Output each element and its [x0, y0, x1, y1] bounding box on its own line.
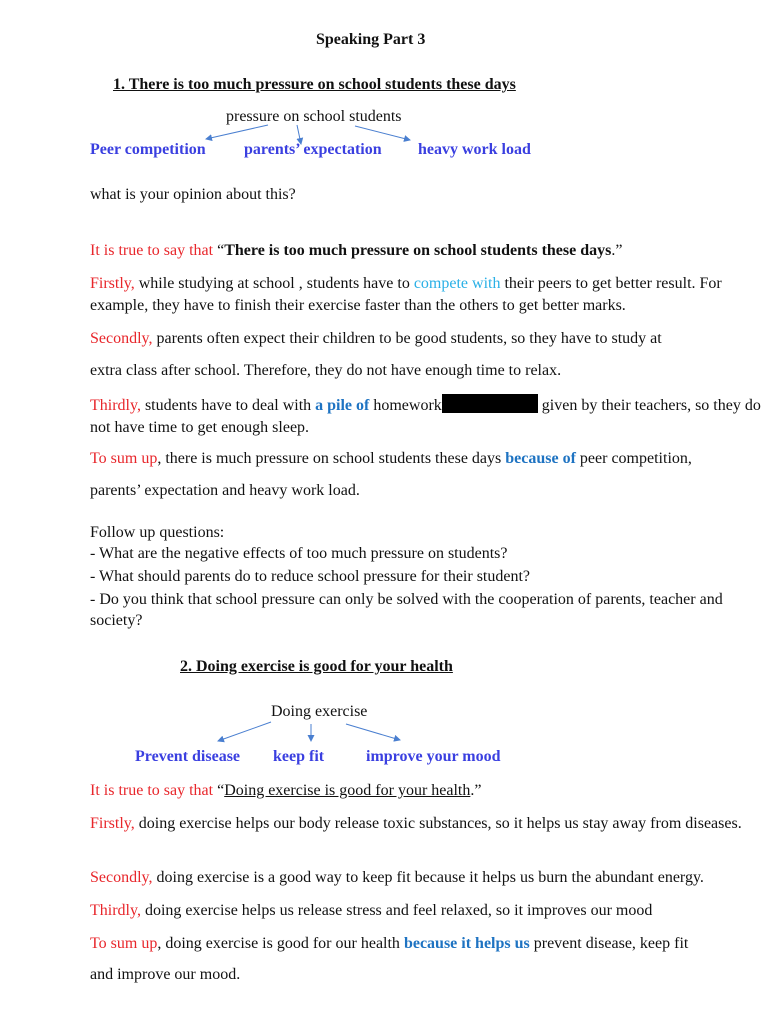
branch-improve-your-mood: improve your mood — [366, 748, 501, 765]
topic-1-center-node: pressure on school students — [226, 108, 402, 125]
highlight-compete-with: compete with — [413, 275, 501, 292]
topic-2-summary-line-1: To sum up, doing exercise is good for our health because it helps us prevent disease, keep fit — [90, 935, 689, 952]
branch-heavy-work-load: heavy work load — [418, 141, 531, 158]
topic-2-heading: 2. Doing exercise is good for your health — [180, 658, 453, 675]
topic-1-secondly-line-1: Secondly, parents often expect their children to be good students, so they have to study at — [90, 330, 662, 347]
page-title: Speaking Part 3 — [316, 31, 426, 48]
intro-quote: Doing exercise is good for your health — [224, 782, 471, 799]
topic-1-secondly-line-2: extra class after school. Therefore, they do not have enough time to relax. — [90, 362, 562, 379]
branch-prevent-disease: Prevent disease — [135, 748, 241, 765]
arrow-to-improve-your-mood — [346, 724, 400, 740]
follow-up-question: - What are the negative effects of too much pressure on students? — [90, 545, 508, 562]
topic-1-summary-line-1: To sum up, there is much pressure on school students these days because of peer competition, — [90, 450, 692, 467]
topic-2-center-node: Doing exercise — [271, 703, 368, 720]
topic-2-thirdly-paragraph: Thirdly, doing exercise helps us release stress and feel relaxed, so it improves our mood — [90, 902, 653, 919]
follow-up-question: - Do you think that school pressure can only be solved with the cooperation of parents, teacher and society? — [90, 591, 723, 629]
topic-1-heading: 1. There is too much pressure on school students these days — [113, 76, 516, 93]
opinion-prompt: what is your opinion about this? — [90, 186, 296, 203]
follow-up-title: Follow up questions: — [90, 524, 225, 541]
highlight-because-it-helps-us: because it helps us — [403, 935, 530, 952]
topic-2-firstly-paragraph: Firstly, doing exercise helps our body release toxic substances, so it helps us stay away from diseases. — [90, 815, 742, 832]
branch-parents-expectation: parents’ expectation — [244, 141, 382, 158]
intro-quote: There is too much pressure on school students these days — [224, 242, 612, 259]
intro-lead: It is true to say that — [90, 242, 214, 259]
highlight-a-pile-of: a pile of — [315, 397, 370, 414]
follow-up-question: - What should parents do to reduce school pressure for their student? — [90, 568, 531, 585]
topic-2-summary-line-2: and improve our mood. — [90, 966, 241, 983]
topic-2-secondly-paragraph: Secondly, doing exercise is a good way to keep fit because it helps us burn the abundant energy. — [90, 869, 704, 886]
topic-2-intro: It is true to say that “Doing exercise is good for your health.” — [90, 782, 482, 799]
branch-keep-fit: keep fit — [273, 748, 325, 765]
highlight-because-of: because of — [505, 450, 576, 467]
branch-peer-competition: Peer competition — [90, 141, 206, 158]
topic-1-thirdly-paragraph: Thirdly, students have to deal with a pile of homework given by their teachers, so they do not have time to get enough sleep. — [90, 394, 766, 439]
topic-1-intro: It is true to say that “There is too much pressure on school students these days.” — [90, 242, 623, 259]
arrow-to-prevent-disease — [218, 722, 271, 741]
topic-1-summary-line-2: parents’ expectation and heavy work load. — [90, 482, 360, 499]
arrow-to-peer-competition — [206, 125, 268, 139]
redaction-box — [442, 394, 538, 413]
topic-1-firstly-paragraph: Firstly, while studying at school , students have to compete with their peers to get better result. For example, they have to finish their exercise faster than the others to get better marks. — [90, 275, 722, 314]
arrow-to-heavy-work-load — [355, 126, 410, 140]
